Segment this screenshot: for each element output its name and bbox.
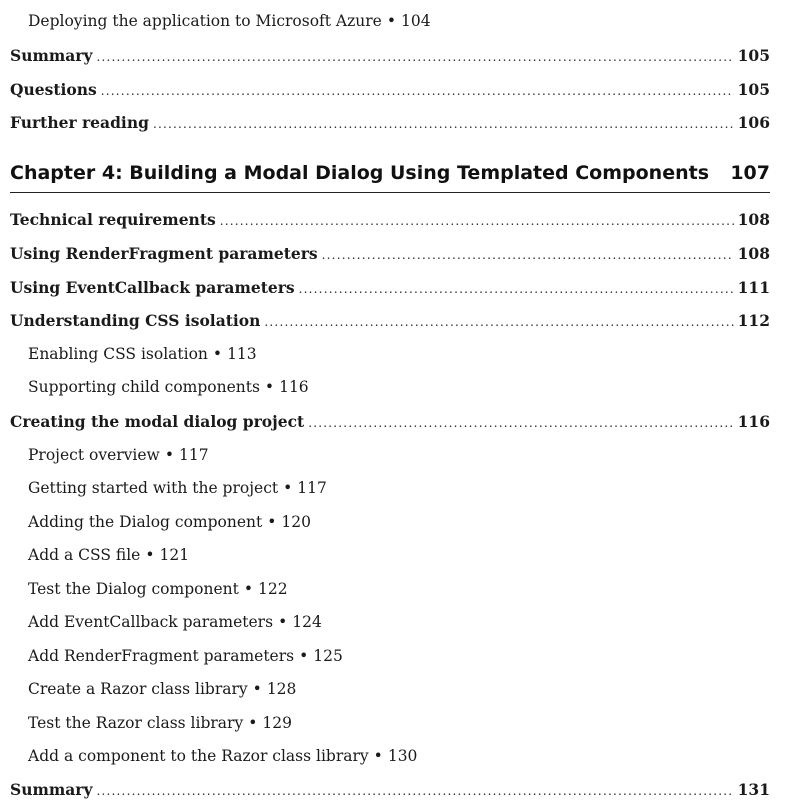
dot-leader [153,117,734,131]
toc-entry-page: 105 [737,80,770,99]
toc-subentry [28,580,770,604]
toc-subentry [28,714,770,738]
toc-subentry-title: Adding the Dialog component [28,513,263,531]
toc-entry-title: Understanding CSS isolation [10,311,261,330]
toc-subentry [28,747,770,771]
toc-entry-page: 112 [737,311,770,330]
toc-entry-page: 108 [737,210,770,229]
dot-leader [322,248,734,262]
dot-leader [96,50,733,64]
toc-subentry-page: 130 [387,747,418,765]
toc-subentry-title: Enabling CSS isolation [28,345,208,363]
toc-subentry [28,513,770,537]
toc-subentry-page: 117 [297,479,327,497]
toc-subentry-title: Add a CSS file [28,546,141,564]
toc-subentry-page: 113 [227,345,257,363]
toc-entry-page: 116 [737,412,770,431]
toc-subentry [28,613,770,637]
toc-subentry-page: 122 [257,580,288,598]
toc-entry [10,278,770,302]
toc-entry [10,780,770,800]
toc-entry-title: Summary [10,46,93,65]
toc-subentry-title: Supporting child components [28,378,260,396]
toc-subentry-title: Test the Razor class library [28,714,244,732]
chapter-title: Chapter 4: Building a Modal Dialog Using Templated Components [10,162,710,184]
toc-subentry [28,680,770,704]
toc-entry-title: Questions [10,80,97,99]
toc-entry-page: 105 [737,46,770,65]
toc-entry-page: 108 [737,244,770,263]
toc-subentry-page: 120 [281,513,311,531]
chapter-page: 107 [730,162,770,184]
bullet-separator: • [299,647,309,665]
bullet-separator: • [248,714,258,732]
toc-subentry-title: Deploying the application to Microsoft Azure [28,12,382,30]
toc-entry [10,113,770,137]
bullet-separator: • [212,345,223,363]
dot-leader [220,214,734,228]
bullet-separator: • [386,12,397,30]
toc-entry-title: Creating the modal dialog project [10,412,305,431]
chapter-divider [10,192,770,193]
dot-leader [308,416,733,430]
toc-subentry-page: 116 [279,378,309,396]
toc-entry-title: Further reading [10,113,149,132]
toc-entry-title: Technical requirements [10,210,216,229]
toc-subentry-page: 129 [262,714,292,732]
toc-entry [10,244,770,268]
toc-entry [10,46,770,70]
toc-entry [10,210,770,234]
toc-subentry [28,12,770,36]
toc-subentry [28,647,770,671]
dot-leader [299,282,734,296]
toc-entry-title: Summary [10,780,93,799]
toc-subentry-title: Add RenderFragment parameters [28,647,295,665]
toc-entry-page: 111 [737,278,770,297]
toc-subentry-title: Add EventCallback parameters [28,613,274,631]
toc-entry [10,412,770,436]
toc-entry-page: 131 [737,780,770,799]
toc-subentry-title: Add a component to the Razor class library [28,747,369,765]
toc-entry-page: 106 [737,113,770,132]
bullet-separator: • [243,580,253,598]
bullet-separator: • [164,446,174,464]
bullet-separator: • [373,747,383,765]
dot-leader [96,784,733,798]
toc-subentry-page: 104 [401,12,431,30]
dot-leader [101,84,734,98]
toc-subentry-page: 121 [159,546,190,564]
toc-subentry-page: 124 [292,613,322,631]
bullet-separator: • [145,546,155,564]
toc-entry [10,80,770,104]
toc-subentry-page: 128 [266,680,297,698]
bullet-separator: • [283,479,293,497]
toc-subentry [28,378,770,402]
bullet-separator: • [252,680,262,698]
toc-subentry-page: 117 [178,446,209,464]
toc-subentry [28,479,770,503]
toc-entry-title: Using RenderFragment parameters [10,244,318,263]
chapter-heading [10,162,770,192]
toc-subentry [28,345,770,369]
toc-entry-title: Using EventCallback parameters [10,278,295,297]
toc-entry [10,311,770,335]
toc-subentry-title: Getting started with the project [28,479,279,497]
toc-subentry [28,546,770,570]
toc-subentry-title: Create a Razor class library [28,680,248,698]
bullet-separator: • [267,513,277,531]
toc-subentry-title: Test the Dialog component [28,580,239,598]
dot-leader [264,315,733,329]
toc-subentry [28,446,770,470]
bullet-separator: • [278,613,288,631]
toc-subentry-title: Project overview [28,446,160,464]
bullet-separator: • [264,378,275,396]
toc-subentry-page: 125 [313,647,343,665]
